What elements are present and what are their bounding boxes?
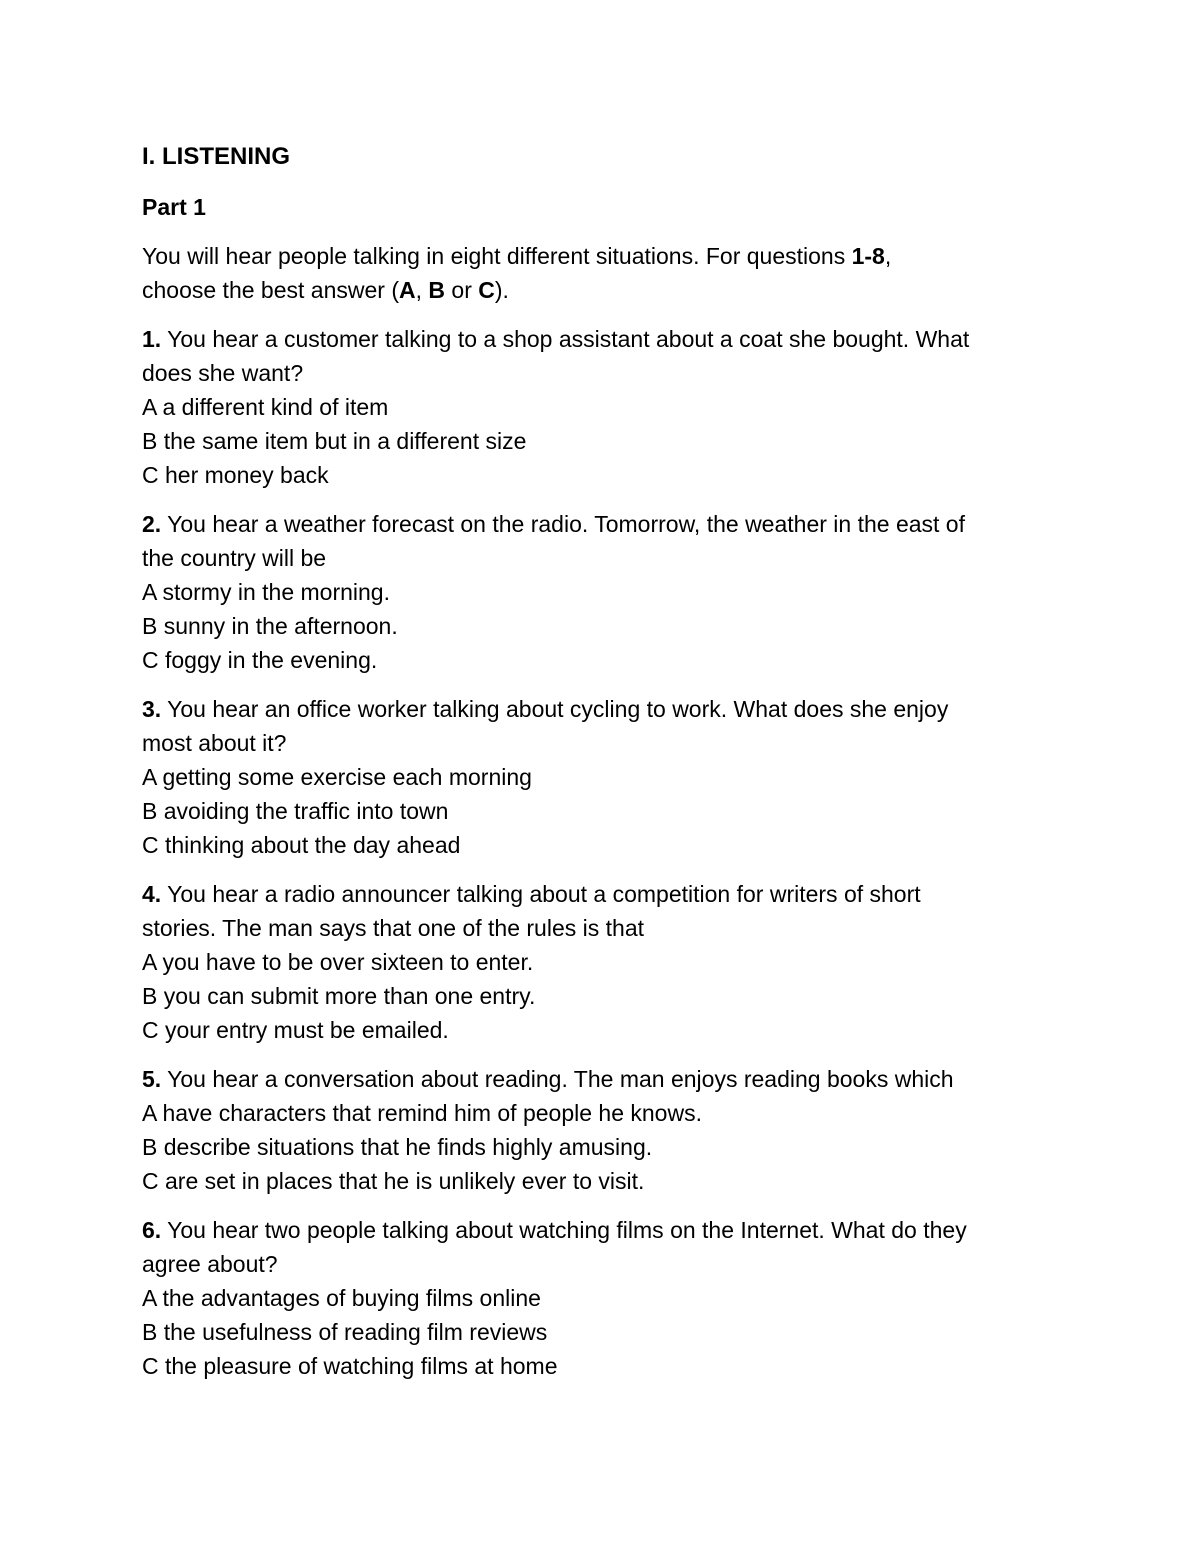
question-3 [142, 692, 1082, 862]
answer-separator: or [445, 277, 479, 303]
question-4 [142, 877, 1082, 1047]
question-1 [142, 322, 1082, 492]
question-range: 1-8 [851, 243, 885, 269]
instructions-comma: , [884, 243, 892, 269]
question-text-continued: stories. The man says that one of the rules is that [142, 915, 645, 941]
question-number: 4. [142, 881, 162, 907]
question-number: 1. [142, 326, 162, 352]
option-b: B you can submit more than one entry. [142, 983, 536, 1009]
part-title: Part 1 [142, 194, 206, 220]
question-text: You hear two people talking about watching films on the Internet. What do they [161, 1217, 967, 1243]
option-c: C foggy in the evening. [142, 647, 378, 673]
answer-letter-c: C [478, 277, 495, 303]
question-text: You hear an office worker talking about cycling to work. What does she enjoy [161, 696, 949, 722]
instructions-choose: choose the best answer ( [142, 277, 399, 303]
question-text-continued: the country will be [142, 545, 327, 571]
question-text: You hear a radio announcer talking about a competition for writers of short [161, 881, 921, 907]
question-5 [142, 1062, 1082, 1198]
option-c: C the pleasure of watching films at home [142, 1353, 558, 1379]
answer-letter-a: A [398, 277, 416, 303]
option-a: A you have to be over sixteen to enter. [142, 949, 534, 975]
instructions-end: ). [494, 277, 509, 303]
option-b: B the same item but in a different size [142, 428, 527, 454]
question-text-continued: most about it? [142, 730, 287, 756]
instructions-text: You will hear people talking in eight different situations. For questions [142, 243, 852, 269]
question-number: 5. [142, 1066, 162, 1092]
option-b: B avoiding the traffic into town [142, 798, 449, 824]
document-page [142, 140, 1082, 1398]
question-text: You hear a conversation about reading. The man enjoys reading books which [161, 1066, 954, 1092]
option-a: A getting some exercise each morning [142, 764, 532, 790]
question-text: You hear a customer talking to a shop assistant about a coat she bought. What [161, 326, 970, 352]
question-number: 6. [142, 1217, 162, 1243]
option-a: A stormy in the morning. [142, 579, 390, 605]
question-number: 2. [142, 511, 162, 537]
question-2 [142, 507, 1082, 677]
option-a: A a different kind of item [142, 394, 389, 420]
option-c: C her money back [142, 462, 329, 488]
section-title: I. LISTENING [142, 143, 291, 170]
option-b: B the usefulness of reading film reviews [142, 1319, 548, 1345]
question-text: You hear a weather forecast on the radio. Tomorrow, the weather in the east of [161, 511, 965, 537]
instructions [142, 239, 1082, 307]
question-number: 3. [142, 696, 162, 722]
question-text-continued: does she want? [142, 360, 304, 386]
answer-letter-b: B [428, 277, 446, 303]
option-c: C thinking about the day ahead [142, 832, 461, 858]
question-text-continued: agree about? [142, 1251, 278, 1277]
answer-separator: , [415, 277, 429, 303]
option-c: C are set in places that he is unlikely ever to visit. [142, 1168, 645, 1194]
option-b: B describe situations that he finds highly amusing. [142, 1134, 653, 1160]
option-a: A have characters that remind him of people he knows. [142, 1100, 702, 1126]
option-a: A the advantages of buying films online [142, 1285, 541, 1311]
option-c: C your entry must be emailed. [142, 1017, 449, 1043]
question-6 [142, 1213, 1082, 1383]
option-b: B sunny in the afternoon. [142, 613, 398, 639]
